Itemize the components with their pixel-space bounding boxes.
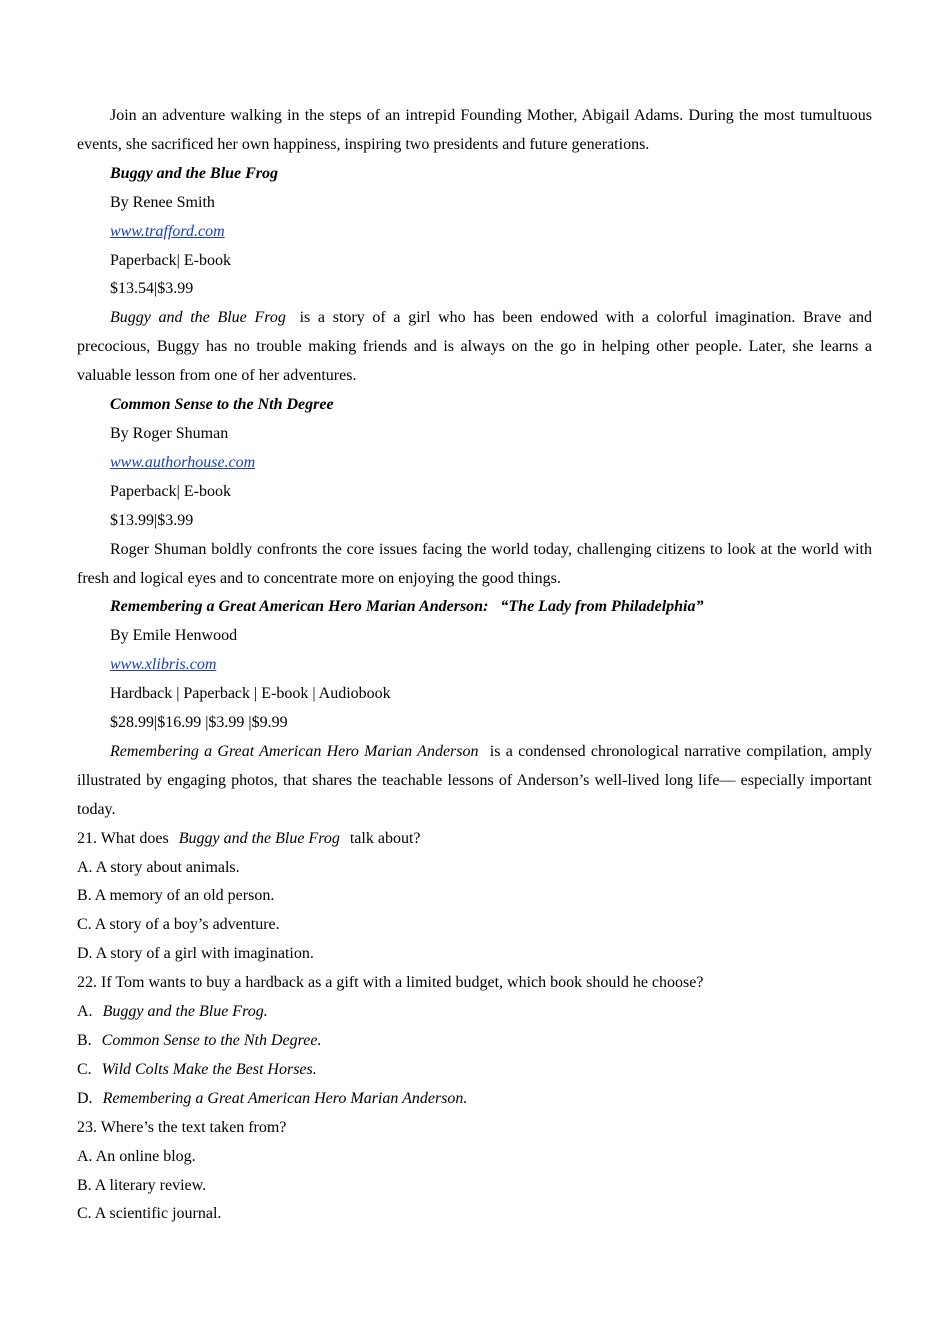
book-title: Common Sense to the Nth Degree xyxy=(110,396,334,414)
answer-option[interactable]: D. A story of a girl with imagination. xyxy=(77,945,314,963)
option-letter: A. xyxy=(77,1003,93,1021)
book-link[interactable]: www.authorhouse.com xyxy=(110,453,256,471)
question-22: 22. If Tom wants to buy a hardback as a gift with a limited budget, which book should he choose? xyxy=(77,974,704,992)
question-stem-end: talk about? xyxy=(349,829,421,847)
answer-option[interactable]: B. A memory of an old person. xyxy=(77,887,275,905)
book-title: Buggy and the Blue Frog xyxy=(110,164,279,182)
book-description-text: is a condensed chronological narrative compilation, amply illustrated by engaging photos, that shares the teachable lessons of Anderson’s well-lived long life— especially important today. xyxy=(77,742,873,818)
option-text: Wild Colts Make the Best Horses. xyxy=(101,1060,317,1078)
option-letter: D. xyxy=(77,1089,93,1107)
book-description-text: is a story of a girl who has been endowed with a colorful imagination. Brave and precocious, Buggy has no trouble making friends and is always on the go in helping other people. Later, she learns a valuable lesson from one of her adventures. xyxy=(77,309,873,385)
book-description-title: Remembering a Great American Hero Marian Anderson xyxy=(110,742,479,760)
question-21 xyxy=(77,825,872,854)
book-description: Roger Shuman boldly confronts the core issues facing the world today, challenging citizens to look at the world with fresh and logical eyes and to concentrate more on enjoying the good things. xyxy=(77,540,872,587)
answer-option[interactable]: A. A story about animals. xyxy=(77,858,240,876)
question-book-title: Buggy and the Blue Frog xyxy=(178,829,340,847)
book-formats: Hardback | Paperback | E-book | Audiobook xyxy=(110,685,391,703)
book-prices: $13.99|$3.99 xyxy=(110,511,194,529)
answer-option[interactable]: B. A literary review. xyxy=(77,1176,207,1194)
book-prices: $13.54|$3.99 xyxy=(110,280,194,298)
answer-option[interactable]: C. A scientific journal. xyxy=(77,1205,222,1223)
book-description xyxy=(77,304,872,391)
answer-option[interactable] xyxy=(77,998,872,1027)
answer-option[interactable] xyxy=(77,1056,872,1085)
book-description-title: Buggy and the Blue Frog xyxy=(110,309,286,327)
book-title: Remembering a Great American Hero Marian Anderson: “The Lady from Philadelphia” xyxy=(110,598,704,616)
question-23: 23. Where’s the text taken from? xyxy=(77,1118,287,1136)
option-text: Buggy and the Blue Frog. xyxy=(102,1003,268,1021)
answer-option[interactable] xyxy=(77,1027,872,1056)
option-letter: B. xyxy=(77,1032,92,1049)
book-prices: $28.99|$16.99 |$3.99 |$9.99 xyxy=(110,714,288,732)
option-text: Common Sense to the Nth Degree. xyxy=(101,1032,322,1049)
book-description xyxy=(77,738,872,825)
book-author: By Roger Shuman xyxy=(110,424,229,442)
option-letter: C. xyxy=(77,1060,92,1078)
book-formats: Paperback| E-book xyxy=(110,251,231,269)
answer-option[interactable]: A. An online blog. xyxy=(77,1147,196,1165)
book-link[interactable]: www.xlibris.com xyxy=(110,656,217,674)
book-author: By Emile Henwood xyxy=(110,627,238,645)
question-stem-start: 21. What does xyxy=(77,829,169,847)
answer-option[interactable]: C. A story of a boy’s adventure. xyxy=(77,916,280,934)
book-author: By Renee Smith xyxy=(110,193,215,211)
option-text: Remembering a Great American Hero Marian Anderson. xyxy=(102,1089,468,1107)
book-link[interactable]: www.trafford.com xyxy=(110,222,225,240)
answer-option[interactable] xyxy=(77,1085,872,1114)
intro-paragraph: Join an adventure walking in the steps of an intrepid Founding Mother, Abigail Adams. During the most tumultuous events, she sacrificed her own happiness, inspiring two presidents and future generations. xyxy=(77,107,872,153)
book-formats: Paperback| E-book xyxy=(110,482,231,500)
document-page xyxy=(77,102,872,1229)
